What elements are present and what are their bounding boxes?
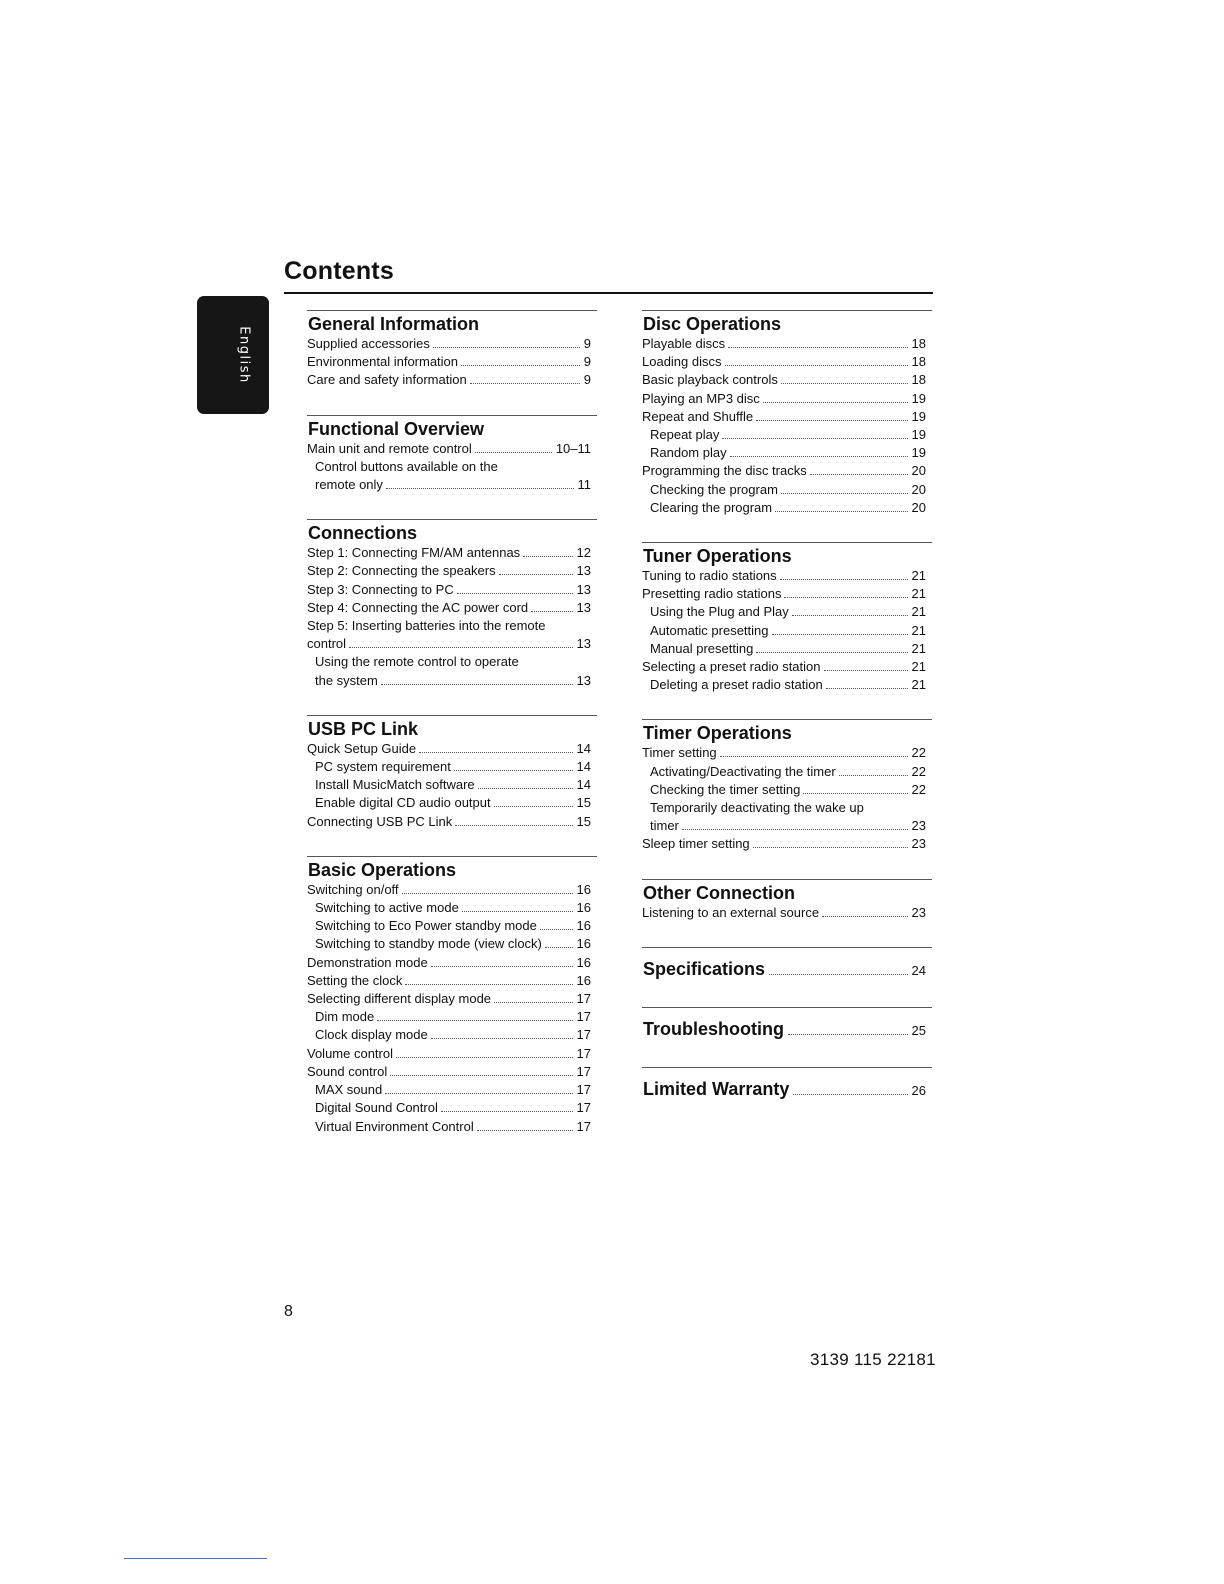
entry-label: Sleep timer setting bbox=[642, 836, 750, 852]
dot-leader bbox=[478, 787, 573, 789]
toc-section bbox=[307, 415, 597, 495]
entry-label: Clock display mode bbox=[315, 1027, 428, 1043]
entry-page-number: 16 bbox=[576, 918, 591, 934]
toc-entry[interactable] bbox=[642, 408, 932, 426]
toc-entry[interactable] bbox=[307, 562, 597, 580]
entry-label: Quick Setup Guide bbox=[307, 740, 417, 756]
toc-entry[interactable] bbox=[307, 990, 597, 1008]
section-title-entry[interactable] bbox=[643, 958, 932, 982]
dot-leader bbox=[822, 915, 907, 917]
toc-subentry[interactable] bbox=[642, 603, 932, 621]
entry-page-number: 21 bbox=[911, 659, 926, 675]
entry-page-number: 13 bbox=[576, 636, 591, 652]
dot-leader bbox=[431, 1037, 573, 1039]
dot-leader bbox=[756, 419, 907, 421]
language-tab[interactable] bbox=[197, 296, 269, 414]
toc-section bbox=[642, 879, 932, 922]
section-title: Timer Operations bbox=[643, 723, 792, 744]
entry-label: Checking the timer setting bbox=[650, 781, 801, 797]
dot-leader bbox=[772, 633, 908, 635]
section-title: Limited Warranty bbox=[643, 1078, 790, 1099]
entry-label: PC system requirement bbox=[315, 759, 451, 775]
toc-left-column bbox=[307, 310, 597, 1161]
entry-page-number: 21 bbox=[911, 604, 926, 620]
entry-page-number: 16 bbox=[576, 881, 591, 897]
entry-page-number: 22 bbox=[911, 781, 926, 797]
entry-page-number: 17 bbox=[576, 1063, 591, 1079]
toc-entry[interactable] bbox=[307, 881, 597, 899]
dot-leader bbox=[753, 846, 908, 848]
entry-page-number: 18 bbox=[911, 372, 926, 388]
toc-subentry[interactable] bbox=[307, 653, 597, 671]
dot-leader bbox=[769, 973, 907, 975]
entry-page-number: 14 bbox=[576, 740, 591, 756]
entry-page-number: 15 bbox=[576, 795, 591, 811]
entry-label: Temporarily deactivating the wake up bbox=[650, 800, 864, 816]
dot-leader bbox=[781, 382, 908, 384]
entry-page-number: 25 bbox=[911, 1022, 926, 1038]
dot-leader bbox=[455, 824, 572, 826]
dot-leader bbox=[494, 805, 573, 807]
dot-leader bbox=[381, 683, 573, 685]
toc-entry[interactable] bbox=[642, 567, 932, 585]
toc-subentry[interactable] bbox=[642, 763, 932, 781]
dot-leader bbox=[722, 437, 907, 439]
toc-subentry[interactable] bbox=[642, 481, 932, 499]
entry-label: Presetting radio stations bbox=[642, 586, 782, 602]
section-title: Specifications bbox=[643, 958, 766, 979]
dot-leader bbox=[377, 1019, 572, 1021]
toc-entry[interactable] bbox=[642, 835, 932, 853]
toc-entry[interactable] bbox=[307, 617, 597, 635]
entry-label: Listening to an external source bbox=[642, 904, 820, 920]
entry-label: Step 1: Connecting FM/AM antennas bbox=[307, 545, 521, 561]
toc-entry[interactable] bbox=[307, 440, 597, 458]
dot-leader bbox=[441, 1110, 573, 1112]
entry-page-number: 22 bbox=[911, 745, 926, 761]
section-title: Tuner Operations bbox=[643, 546, 792, 567]
entry-page-number: 20 bbox=[911, 481, 926, 497]
toc-subentry[interactable] bbox=[307, 794, 597, 812]
entry-page-number: 21 bbox=[911, 640, 926, 656]
dot-leader bbox=[730, 455, 908, 457]
entry-label: Care and safety information bbox=[307, 372, 467, 388]
entry-label: Basic playback controls bbox=[642, 372, 778, 388]
entry-label: Tuning to radio stations bbox=[642, 568, 777, 584]
entry-label: Repeat and Shuffle bbox=[642, 408, 754, 424]
dot-leader bbox=[545, 946, 573, 948]
toc-subentry[interactable] bbox=[642, 622, 932, 640]
entry-page-number: 16 bbox=[576, 900, 591, 916]
toc-subentry[interactable] bbox=[642, 799, 932, 817]
dot-leader bbox=[725, 364, 908, 366]
entry-page-number: 21 bbox=[911, 586, 926, 602]
toc-entry[interactable] bbox=[307, 599, 597, 617]
section-title: Troubleshooting bbox=[643, 1018, 784, 1039]
entry-page-number: 17 bbox=[576, 1027, 591, 1043]
entry-label: Enable digital CD audio output bbox=[315, 795, 491, 811]
entry-page-number: 9 bbox=[583, 372, 591, 388]
toc-subentry[interactable] bbox=[307, 458, 597, 476]
entry-label: Step 2: Connecting the speakers bbox=[307, 563, 496, 579]
page-number: 8 bbox=[284, 1303, 293, 1320]
title-divider bbox=[284, 292, 933, 294]
toc-entry[interactable] bbox=[307, 1045, 597, 1063]
dot-leader bbox=[784, 596, 907, 598]
dot-leader bbox=[781, 492, 908, 494]
toc-section bbox=[642, 310, 932, 517]
toc-subentry[interactable] bbox=[642, 426, 932, 444]
entry-label: Checking the program bbox=[650, 481, 778, 497]
entry-label: Step 4: Connecting the AC power cord bbox=[307, 599, 529, 615]
entry-label: Loading discs bbox=[642, 354, 722, 370]
dot-leader bbox=[390, 1074, 572, 1076]
toc-section bbox=[642, 542, 932, 694]
dot-leader bbox=[475, 451, 552, 453]
entry-page-number: 23 bbox=[911, 904, 926, 920]
entry-page-number: 22 bbox=[911, 763, 926, 779]
toc-entry[interactable] bbox=[307, 581, 597, 599]
entry-page-number: 9 bbox=[583, 336, 591, 351]
dot-leader bbox=[788, 1033, 908, 1035]
entry-label: Using the remote control to operate bbox=[315, 654, 519, 670]
entry-label: Virtual Environment Control bbox=[315, 1118, 474, 1134]
entry-label: Digital Sound Control bbox=[315, 1100, 438, 1116]
entry-page-number: 13 bbox=[576, 581, 591, 597]
toc-subentry[interactable] bbox=[307, 1026, 597, 1044]
entry-page-number: 10–11 bbox=[555, 440, 591, 456]
entry-page-number: 14 bbox=[576, 777, 591, 793]
section-title: Functional Overview bbox=[308, 418, 485, 439]
entry-label: Volume control bbox=[307, 1045, 393, 1061]
dot-leader bbox=[531, 610, 572, 612]
dot-leader bbox=[523, 555, 572, 557]
entry-page-number: 17 bbox=[576, 1009, 591, 1025]
toc-subentry[interactable] bbox=[307, 776, 597, 794]
entry-label: Switching to standby mode (view clock) bbox=[315, 936, 542, 952]
dot-leader bbox=[405, 983, 572, 985]
section-title: Connections bbox=[308, 523, 418, 544]
entry-label: Connecting USB PC Link bbox=[307, 813, 453, 829]
dot-leader bbox=[775, 510, 907, 512]
entry-page-number: 13 bbox=[576, 599, 591, 615]
entry-label: Environmental information bbox=[307, 354, 459, 370]
toc-section bbox=[642, 947, 932, 982]
scan-artifact-line bbox=[124, 1558, 267, 1559]
entry-label: Install MusicMatch software bbox=[315, 777, 475, 793]
entry-label: Clearing the program bbox=[650, 499, 773, 515]
toc-section bbox=[307, 519, 597, 690]
dot-leader bbox=[810, 473, 908, 475]
dot-leader bbox=[728, 346, 907, 348]
entry-label: Step 3: Connecting to PC bbox=[307, 581, 454, 597]
toc-section bbox=[642, 719, 932, 853]
dot-leader bbox=[386, 487, 574, 489]
language-tab-label: English bbox=[236, 326, 252, 384]
toc-entry[interactable] bbox=[642, 744, 932, 762]
toc-subentry[interactable] bbox=[642, 444, 932, 462]
entry-label: Switching to active mode bbox=[315, 900, 459, 916]
entry-page-number: 13 bbox=[576, 672, 591, 688]
toc-entry[interactable] bbox=[307, 1063, 597, 1081]
entry-page-number: 21 bbox=[911, 568, 926, 584]
toc-subentry[interactable] bbox=[307, 672, 597, 690]
toc-entry[interactable] bbox=[642, 371, 932, 389]
entry-page-number: 15 bbox=[576, 813, 591, 829]
entry-label: Repeat play bbox=[650, 427, 720, 443]
section-title: Basic Operations bbox=[308, 859, 457, 880]
entry-label: MAX sound bbox=[315, 1082, 383, 1098]
toc-section bbox=[642, 1007, 932, 1042]
toc-section bbox=[642, 1067, 932, 1102]
dot-leader bbox=[793, 1093, 907, 1095]
entry-label: timer bbox=[650, 818, 679, 834]
entry-page-number: 13 bbox=[576, 563, 591, 579]
entry-page-number: 18 bbox=[911, 336, 926, 351]
dot-leader bbox=[763, 401, 908, 403]
toc-subentry[interactable] bbox=[307, 1081, 597, 1099]
toc-right-column bbox=[642, 310, 932, 1127]
dot-leader bbox=[756, 651, 907, 653]
dot-leader bbox=[419, 751, 572, 753]
dot-leader bbox=[720, 755, 908, 757]
dot-leader bbox=[499, 573, 573, 575]
entry-label: Automatic presetting bbox=[650, 622, 769, 638]
entry-page-number: 20 bbox=[911, 499, 926, 515]
toc-entry[interactable] bbox=[307, 954, 597, 972]
entry-label: Programming the disc tracks bbox=[642, 463, 807, 479]
entry-page-number: 17 bbox=[576, 991, 591, 1007]
section-title: Other Connection bbox=[643, 882, 795, 903]
dot-leader bbox=[470, 382, 580, 384]
entry-label: Switching on/off bbox=[307, 881, 399, 897]
entry-page-number: 19 bbox=[911, 445, 926, 461]
toc-entry[interactable] bbox=[307, 544, 597, 562]
dot-leader bbox=[431, 965, 573, 967]
toc-entry[interactable] bbox=[307, 813, 597, 831]
page-title: Contents bbox=[284, 257, 394, 285]
entry-label: Step 5: Inserting batteries into the remote bbox=[307, 618, 546, 634]
entry-label: Sound control bbox=[307, 1063, 388, 1079]
toc-entry[interactable] bbox=[642, 353, 932, 371]
toc-subentry[interactable] bbox=[642, 817, 932, 835]
dot-leader bbox=[462, 910, 573, 912]
entry-label: Control buttons available on the bbox=[315, 458, 498, 474]
entry-label: Manual presetting bbox=[650, 640, 754, 656]
toc-entry[interactable] bbox=[642, 390, 932, 408]
toc-entry[interactable] bbox=[307, 635, 597, 653]
dot-leader bbox=[682, 828, 908, 830]
entry-label: Playable discs bbox=[642, 336, 726, 351]
entry-page-number: 17 bbox=[576, 1100, 591, 1116]
dot-leader bbox=[792, 614, 908, 616]
toc-section bbox=[307, 310, 597, 390]
entry-page-number: 14 bbox=[576, 759, 591, 775]
entry-page-number: 21 bbox=[911, 622, 926, 638]
toc-entry[interactable] bbox=[307, 740, 597, 758]
entry-label: Selecting a preset radio station bbox=[642, 659, 821, 675]
entry-page-number: 11 bbox=[577, 477, 591, 493]
toc-subentry[interactable] bbox=[642, 781, 932, 799]
entry-page-number: 19 bbox=[911, 408, 926, 424]
toc-subentry[interactable] bbox=[307, 1008, 597, 1026]
entry-label: Demonstration mode bbox=[307, 954, 428, 970]
toc-entry[interactable] bbox=[642, 658, 932, 676]
toc-subentry[interactable] bbox=[642, 499, 932, 517]
toc-subentry[interactable] bbox=[307, 476, 597, 494]
toc-entry[interactable] bbox=[642, 585, 932, 603]
entry-page-number: 21 bbox=[911, 677, 926, 693]
section-title: USB PC Link bbox=[308, 718, 419, 739]
entry-page-number: 12 bbox=[576, 545, 591, 561]
entry-label: the system bbox=[315, 672, 378, 688]
entry-label: Switching to Eco Power standby mode bbox=[315, 918, 537, 934]
dot-leader bbox=[349, 646, 573, 648]
entry-page-number: 18 bbox=[911, 354, 926, 370]
entry-label: Deleting a preset radio station bbox=[650, 677, 823, 693]
dot-leader bbox=[457, 592, 573, 594]
toc-section bbox=[307, 715, 597, 831]
entry-page-number: 24 bbox=[911, 962, 926, 978]
dot-leader bbox=[803, 792, 907, 794]
toc-entry[interactable] bbox=[307, 353, 597, 371]
dot-leader bbox=[494, 1001, 572, 1003]
entry-page-number: 17 bbox=[576, 1082, 591, 1098]
toc-section bbox=[307, 856, 597, 1136]
entry-page-number: 17 bbox=[576, 1045, 591, 1061]
entry-page-number: 20 bbox=[911, 463, 926, 479]
entry-page-number: 9 bbox=[583, 354, 591, 370]
dot-leader bbox=[454, 769, 573, 771]
entry-label: Activating/Deactivating the timer bbox=[650, 763, 836, 779]
toc-subentry[interactable] bbox=[307, 1099, 597, 1117]
toc-subentry[interactable] bbox=[642, 676, 932, 694]
entry-page-number: 26 bbox=[911, 1082, 926, 1098]
toc-entry[interactable] bbox=[642, 335, 932, 353]
entry-label: Selecting different display mode bbox=[307, 991, 492, 1007]
toc-entry[interactable] bbox=[642, 904, 932, 922]
entry-label: Dim mode bbox=[315, 1009, 375, 1025]
section-title: General Information bbox=[308, 314, 480, 334]
entry-label: Using the Plug and Play bbox=[650, 604, 789, 620]
toc-subentry[interactable] bbox=[642, 640, 932, 658]
toc-subentry[interactable] bbox=[307, 1118, 597, 1136]
toc-entry[interactable] bbox=[307, 371, 597, 389]
dot-leader bbox=[477, 1129, 573, 1131]
document-code: 3139 115 22181 bbox=[810, 1350, 936, 1369]
section-title-entry[interactable] bbox=[643, 1018, 932, 1042]
entry-label: Playing an MP3 disc bbox=[642, 390, 760, 406]
entry-page-number: 19 bbox=[911, 427, 926, 443]
toc-subentry[interactable] bbox=[307, 899, 597, 917]
dot-leader bbox=[385, 1092, 572, 1094]
dot-leader bbox=[826, 687, 908, 689]
entry-label: remote only bbox=[315, 477, 383, 493]
entry-label: Random play bbox=[650, 445, 727, 461]
toc-subentry[interactable] bbox=[307, 917, 597, 935]
entry-page-number: 23 bbox=[911, 836, 926, 852]
toc-subentry[interactable] bbox=[307, 758, 597, 776]
entry-page-number: 16 bbox=[576, 936, 591, 952]
section-title-entry[interactable] bbox=[643, 1078, 932, 1102]
toc-entry[interactable] bbox=[642, 462, 932, 480]
entry-label: Main unit and remote control bbox=[307, 440, 472, 456]
entry-page-number: 17 bbox=[576, 1118, 591, 1134]
entry-page-number: 16 bbox=[576, 954, 591, 970]
entry-page-number: 16 bbox=[576, 972, 591, 988]
dot-leader bbox=[824, 669, 908, 671]
dot-leader bbox=[396, 1056, 573, 1058]
entry-label: control bbox=[307, 636, 347, 652]
dot-leader bbox=[540, 928, 573, 930]
toc-entry[interactable] bbox=[307, 335, 597, 353]
dot-leader bbox=[461, 364, 580, 366]
entry-page-number: 23 bbox=[911, 818, 926, 834]
dot-leader bbox=[780, 578, 908, 580]
entry-label: Setting the clock bbox=[307, 972, 403, 988]
entry-label: Timer setting bbox=[642, 745, 717, 761]
toc-entry[interactable] bbox=[307, 972, 597, 990]
entry-page-number: 19 bbox=[911, 390, 926, 406]
dot-leader bbox=[433, 346, 580, 348]
section-title: Disc Operations bbox=[643, 314, 782, 334]
dot-leader bbox=[402, 892, 573, 894]
dot-leader bbox=[839, 774, 908, 776]
entry-label: Supplied accessories bbox=[307, 336, 430, 351]
toc-subentry[interactable] bbox=[307, 935, 597, 953]
